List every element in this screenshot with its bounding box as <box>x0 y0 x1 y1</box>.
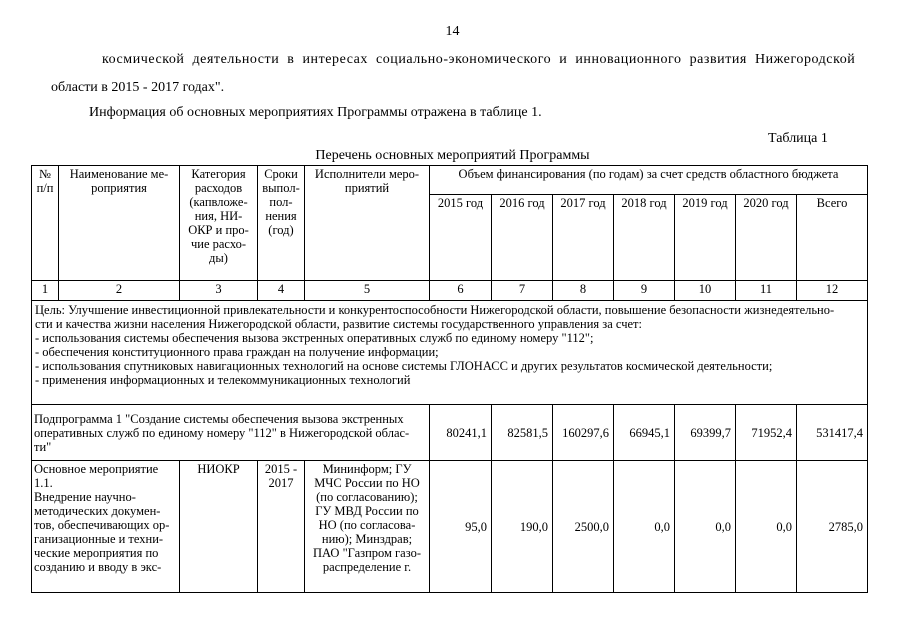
activity-value-2018: 0,0 <box>614 461 675 593</box>
col-number: 2 <box>59 281 180 301</box>
activity-value-2020: 0,0 <box>736 461 797 593</box>
header-name: Наименование ме- роприятия <box>59 166 180 281</box>
header-no: № п/п <box>32 166 59 281</box>
paragraph-line-2: области в 2015 - 2017 годах". <box>51 80 225 95</box>
col-number: 4 <box>258 281 305 301</box>
subprogram-value-total: 531417,4 <box>797 405 868 461</box>
goal-line: сти и качества жизни населения Нижегородской области, развитие системы государственного управления за счет: <box>35 317 642 331</box>
paragraph-line-1: космической деятельности в интересах социально-экономического и инновационного развития Нижегородской <box>102 52 856 67</box>
paragraph-table-intro: Информация об основных мероприятиях Программы отражена в таблице 1. <box>89 105 542 120</box>
header-category: Категория расходов (капвложе- ния, НИ- ОКР и про- чие расхо- ды) <box>180 166 258 281</box>
goal-cell <box>32 301 868 405</box>
activity-value-2019: 0,0 <box>675 461 736 593</box>
header-funding: Объем финансирования (по годам) за счет средств областного бюджета <box>430 166 868 195</box>
table-title: Перечень основных мероприятий Программы <box>315 148 590 163</box>
activity-executors: Мининформ; ГУ МЧС России по НО (по согласованию); ГУ МВД России по НО (по согласова- нию); Минздрав; ПАО "Газпром газо- распределение г. <box>305 461 430 593</box>
activities-table <box>31 165 868 593</box>
activity-row <box>32 461 868 593</box>
subprogram-value-2020: 71952,4 <box>736 405 797 461</box>
goal-line: - использования системы обеспечения вызова экстренных оперативных служб по единому номеру "112"; <box>35 331 594 345</box>
goal-line: - обеспечения конституционного права граждан на получение информации; <box>35 345 439 359</box>
col-number: 1 <box>32 281 59 301</box>
subprogram-row <box>32 405 868 461</box>
activity-terms: 2015 - 2017 <box>258 461 305 593</box>
header-year-2018: 2018 год <box>614 195 675 281</box>
activity-value-2016: 190,0 <box>492 461 553 593</box>
column-number-row <box>32 281 868 301</box>
col-number: 8 <box>553 281 614 301</box>
col-number: 12 <box>797 281 868 301</box>
header-year-2015: 2015 год <box>430 195 492 281</box>
activity-category: НИОКР <box>180 461 258 593</box>
header-year-2017: 2017 год <box>553 195 614 281</box>
header-year-2019: 2019 год <box>675 195 736 281</box>
col-number: 9 <box>614 281 675 301</box>
header-executors: Исполнители меро- приятий <box>305 166 430 281</box>
subprogram-value-2016: 82581,5 <box>492 405 553 461</box>
col-number: 3 <box>180 281 258 301</box>
page-number: 14 <box>445 24 460 39</box>
activity-value-2015: 95,0 <box>430 461 492 593</box>
header-terms: Сроки выпол- пол- нения (год) <box>258 166 305 281</box>
table-label: Таблица 1 <box>768 131 828 146</box>
subprogram-value-2017: 160297,6 <box>553 405 614 461</box>
header-total: Всего <box>797 195 868 281</box>
goal-line: - использования спутниковых навигационных технологий на основе системы ГЛОНАСС и других результатов космической деятельности; <box>35 359 773 373</box>
subprogram-value-2018: 66945,1 <box>614 405 675 461</box>
goal-line: - применения информационных и телекоммуникационных технологий <box>35 373 411 387</box>
activity-value-2017: 2500,0 <box>553 461 614 593</box>
subprogram-value-2019: 69399,7 <box>675 405 736 461</box>
col-number: 7 <box>492 281 553 301</box>
col-number: 5 <box>305 281 430 301</box>
col-number: 11 <box>736 281 797 301</box>
activity-name: Основное мероприятие 1.1. Внедрение научно- методических докумен- тов, обеспечивающих ор- ганизационные и техни- ческие мероприятия по созданию и вводу в экс- <box>32 461 180 593</box>
goal-line: Цель: Улучшение инвестиционной привлекательности и конкурентоспособности Нижегородской области, повышение безопасности жизнедеятельно- <box>35 303 835 317</box>
col-number: 10 <box>675 281 736 301</box>
subprogram-label: Подпрограмма 1 "Создание системы обеспечения вызова экстренных оперативных служб по единому номеру "112" в Нижегородской облас- ти" <box>32 405 430 461</box>
subprogram-value-2015: 80241,1 <box>430 405 492 461</box>
goal-row <box>32 301 868 405</box>
activity-value-total: 2785,0 <box>797 461 868 593</box>
header-year-2016: 2016 год <box>492 195 553 281</box>
header-year-2020: 2020 год <box>736 195 797 281</box>
col-number: 6 <box>430 281 492 301</box>
